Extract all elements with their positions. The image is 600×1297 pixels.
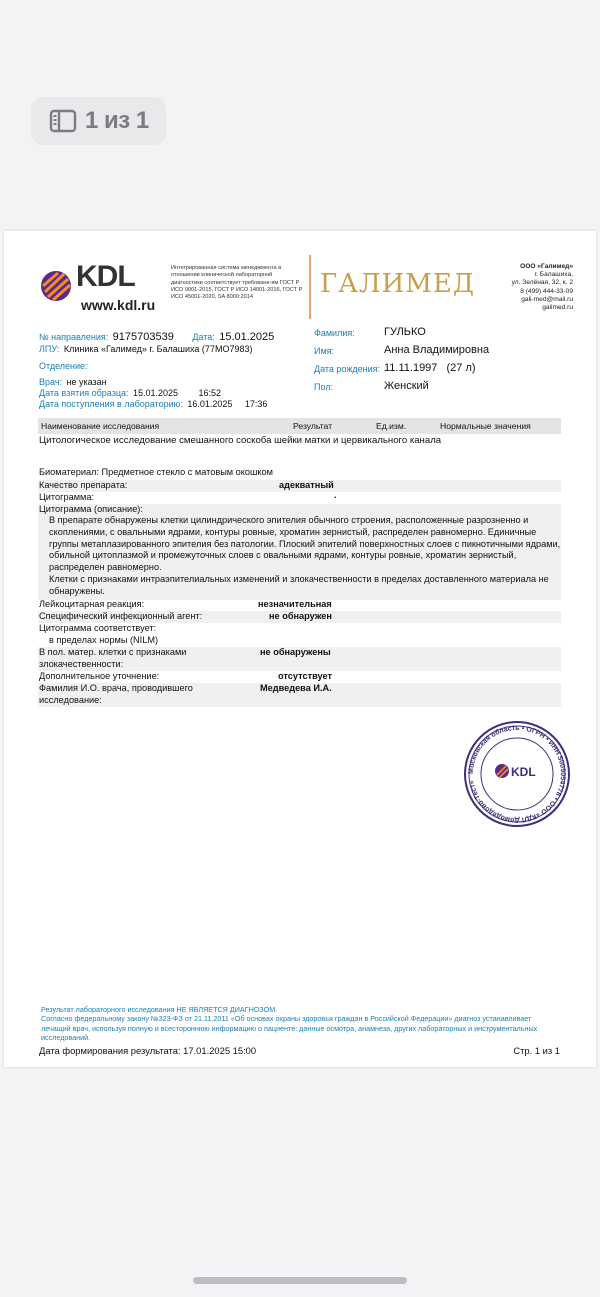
doctor-performed-value: Медведева И.А. <box>260 683 332 693</box>
malignant-value: не обнаружены <box>260 647 331 657</box>
name-label: Имя: <box>314 346 335 356</box>
page-counter-label: 1 из 1 <box>85 107 149 134</box>
description-paragraph: В препарате обнаружены клетки цилиндрического эпителия обычного строения, расположенные разрозненно и скоплениями, с овальными ядрами, контуры ровные, хроматин зернистый, распределен равномерно. Единичные группы метаплазированного эпителия без патологии. Плоский эпителий поверхностных слоев с пикнотичными ядрами, обильной цитоплазмой и промежуточных слоев с овальными ядрами, контуры ровные, хроматин зернистый, распределен равномерно. <box>49 515 561 573</box>
quality-value: адекватный <box>279 480 334 490</box>
col-header-study: Наименование исследования <box>41 421 160 431</box>
company-line: galimed.ru <box>542 304 573 312</box>
stamp-brand: KDL <box>511 765 536 779</box>
doctor-label: Врач: <box>39 377 63 387</box>
referral-number-label: № направления: <box>39 332 109 342</box>
col-header-result: Результат <box>293 421 333 431</box>
lab-report-document <box>4 231 596 1067</box>
lpu-label: ЛПУ: <box>39 344 60 354</box>
surname-label: Фамилия: <box>314 328 355 338</box>
extra-value: отсутствует <box>278 671 332 681</box>
disclaimer-line: Результат лабораторного исследования НЕ ЯВЛЯЕТСЯ ДИАГНОЗОМ. <box>41 1005 278 1014</box>
company-line: 8 (499) 444-33-09 <box>520 287 573 295</box>
results-table-header <box>38 418 561 434</box>
received-date-row <box>39 394 267 412</box>
doctor-performed-label-line: исследование: <box>39 694 102 705</box>
name-value: Анна Владимировна <box>384 344 490 356</box>
ims-certification-text: Интегрированная система менеджмента в отношении клинической лабораторной диагностики соответствует требовани-ям ГОСТ Р ИСО 9001-2015, ГОСТ Р ИСО 14001-2016, ГОСТ Р ИСО 45001-2020, SA 8000:2014 <box>171 265 303 301</box>
home-indicator[interactable] <box>193 1277 407 1284</box>
header-divider <box>309 255 311 319</box>
leukocyte-value: незначительная <box>258 599 332 609</box>
lpu-row <box>39 339 252 357</box>
stamp-outer-text: Московская область • ОГРН • ИНН 5009054778 • ООО «КДЛ Домодедово-Тест» <box>467 724 567 824</box>
conclusion-value: в пределах нормы (NILM) <box>49 635 159 645</box>
cytogram-description <box>49 515 561 598</box>
extra-label: Дополнительное уточнение: <box>39 671 160 681</box>
doctor-performed-label-line: Фамилия И.О. врача, проводившего <box>39 683 193 693</box>
dob-label: Дата рождения: <box>314 364 380 374</box>
infection-agent-label: Специфический инфекционный агент: <box>39 611 203 621</box>
page-counter[interactable] <box>31 97 166 145</box>
sample-date-value: 15.01.2025 <box>132 388 178 398</box>
department-label: Отделение: <box>39 361 88 371</box>
study-title: Цитологическое исследование смешанного соскоба шейки матки и цервикального канала <box>39 435 442 446</box>
disclaimer-line: Согласно федеральному закону №323-ФЗ от 21.11.2011 «Об основах охраны здоровья граждан в Российской Федерации» диагноз устанавливает лечащий врач, используя полную и всестороннюю информацию о пациенте: данные осмотра, анамнеза, других лабораторных и инструментальных исследований. <box>41 1014 538 1042</box>
received-date-value: 16.01.2025 <box>187 399 233 409</box>
lpu-value: Клиника «Галимед» г. Балашиха (77МО7983) <box>63 344 253 354</box>
footer-disclaimer <box>41 1005 541 1042</box>
biomaterial: Биоматериал: Предметное стекло с матовым окошком <box>39 467 273 477</box>
received-date-label: Дата поступления в лабораторию: <box>39 399 183 409</box>
referral-number-value: 9175703539 <box>112 331 174 343</box>
surname-value: ГУЛЬКО <box>384 326 426 338</box>
col-header-normal: Нормальные значения <box>440 421 531 431</box>
quality-label: Качество препарата: <box>39 480 128 490</box>
sample-date-label: Дата взятия образца: <box>39 388 129 398</box>
cytogram-value: . <box>334 490 337 500</box>
company-info <box>453 263 573 312</box>
company-line: г. Балашиха, <box>534 271 573 279</box>
dob-value: 11.11.1997 <box>384 362 438 374</box>
company-line: gali-med@mail.ru <box>521 295 573 303</box>
company-name: ООО «Галимед» <box>520 263 573 270</box>
kdl-url: www.kdl.ru <box>81 297 156 313</box>
malignant-label <box>39 647 186 671</box>
cytogram-desc-label: Цитограмма (описание): <box>39 504 143 514</box>
kdl-brand: KDL <box>76 260 135 293</box>
received-time-value: 17:36 <box>244 399 268 409</box>
age-value: (27 л) <box>446 362 476 374</box>
galimed-logo: ГАЛИМЕД <box>320 269 476 299</box>
malignant-label-line: В пол. матер. клетки с признаками <box>39 647 187 657</box>
doctor-value: не указан <box>66 377 107 387</box>
generated-date: Дата формирования результата: 17.01.2025 15:00 <box>39 1045 257 1056</box>
description-paragraph: Клетки с признаками интраэпителиальных изменений и злокачественности в пределах доставленного материала не обнаружены. <box>49 573 549 596</box>
col-header-unit: Ед.изм. <box>376 421 407 431</box>
infection-agent-value: не обнаружен <box>269 611 332 621</box>
cytogram-label: Цитограмма: <box>39 492 95 502</box>
doctor-performed-label <box>39 683 193 707</box>
sex-value: Женский <box>384 380 429 392</box>
sex-label: Пол: <box>314 382 334 392</box>
referral-date-value: 15.01.2025 <box>219 331 275 343</box>
sidebar-icon <box>49 109 77 133</box>
dob-row <box>384 362 476 374</box>
conclusion-label: Цитограмма соответствует: <box>39 623 157 633</box>
referral-date-label: Дата: <box>192 332 215 342</box>
page-number: Стр. 1 из 1 <box>513 1045 560 1056</box>
leukocyte-label: Лейкоцитарная реакция: <box>39 599 145 609</box>
malignant-label-line: злокачественности: <box>39 658 124 669</box>
company-line: ул. Зелёная, 32, к. 2 <box>511 279 573 287</box>
sample-time-value: 16:52 <box>198 388 221 398</box>
laboratory-stamp <box>462 719 572 829</box>
